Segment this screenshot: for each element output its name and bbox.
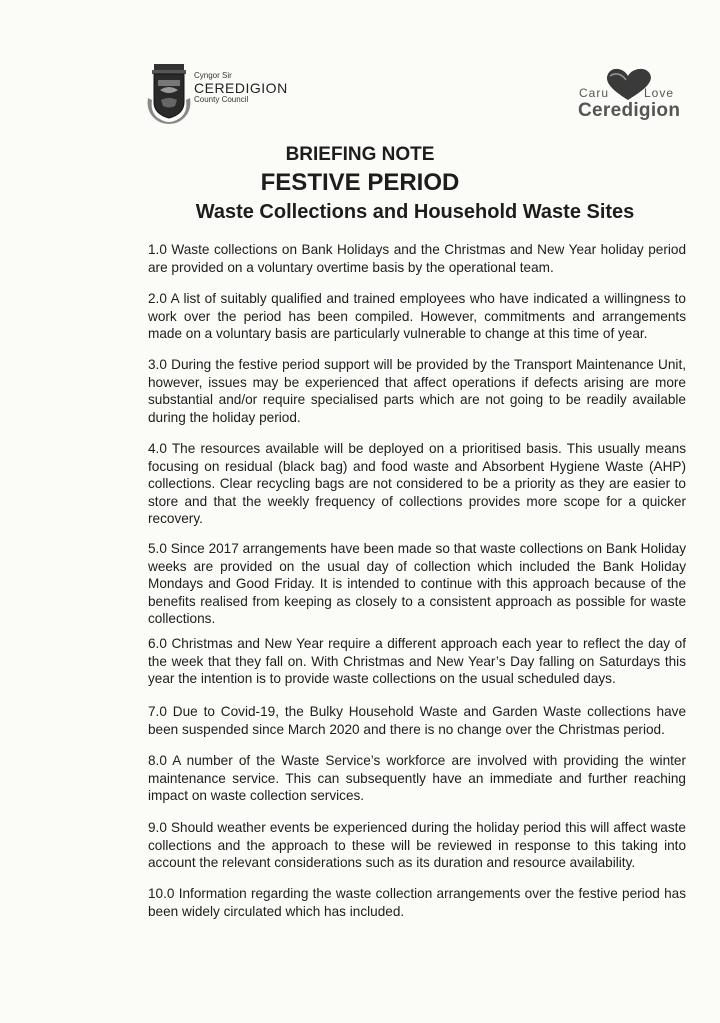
paragraph-5: 5.0 Since 2017 arrangements have been made so that waste collections on Bank Holiday weeks are provided on the usual day of collection which included the Bank Holiday Mondays and Good Friday. It is intended to continue with this approach because of the benefits realised from keeping as closely to a consistent approach as possible for waste collections. [148, 541, 686, 626]
love-text: Love [644, 86, 675, 100]
paragraph-10: 10.0 Information regarding the waste collection arrangements over the festive period has been widely circulated which has included. [148, 886, 686, 919]
document-subtitle: Waste Collections and Household Waste Sites [195, 201, 635, 223]
ceredigion-council-logo [146, 62, 326, 130]
council-subtitle: County Council [194, 95, 249, 104]
caru-text: Caru [579, 86, 610, 100]
paragraph-6: 6.0 Christmas and New Year require a different approach each year to reflect the day of the week that they fall on. With Christmas and New Year’s Day falling on Saturdays this year the intention is to provide waste collections on the usual scheduled days. [148, 636, 686, 686]
council-welsh-name: Cyngor Sir [194, 71, 232, 80]
document-label: BRIEFING NOTE [285, 144, 435, 165]
caru-ceredigion-logo [574, 62, 684, 124]
council-name: CEREDIGION [194, 80, 288, 96]
paragraph-4: 4.0 The resources available will be deployed on a prioritised basis. This usually means focusing on residual (black bag) and food waste and Absorbent Hygiene Waste (AHP) collections. Clear recycling bags are not considered to be a priority as they are easier to store and that the weekly frequency of collections provides more scope for a quicker recovery. [148, 441, 686, 526]
document-title: FESTIVE PERIOD [260, 169, 460, 196]
paragraph-2: 2.0 A list of suitably qualified and trained employees who have indicated a willingness to work over the period has been compiled. However, commitments and arrangements made on a voluntary basis are particularly vulnerable to change at this time of year. [148, 291, 686, 341]
paragraph-1: 1.0 Waste collections on Bank Holidays and the Christmas and New Year holiday period are provided on a voluntary overtime basis by the operational team. [148, 242, 686, 275]
paragraph-8: 8.0 A number of the Waste Service’s workforce are involved with providing the winter maintenance service. This can subsequently have an immediate and further reaching impact on waste collection services. [148, 753, 686, 803]
paragraph-9: 9.0 Should weather events be experienced during the holiday period this will affect waste collections and the approach to these will be reviewed in response to this taking into account the relevant considerations such as its duration and resource availability. [148, 820, 686, 870]
crest-icon [146, 62, 192, 126]
ceredigion-wordmark: Ceredigion [578, 100, 681, 121]
paragraph-7: 7.0 Due to Covid-19, the Bulky Household Waste and Garden Waste collections have been suspended since March 2020 and there is no change over the Christmas period. [148, 704, 686, 737]
paragraph-3: 3.0 During the festive period support will be provided by the Transport Maintenance Unit, however, issues may be experienced that affect operations if defects arising are more substantial and/or require specialised parts which are not going to be readily available during the holiday period. [148, 357, 686, 425]
